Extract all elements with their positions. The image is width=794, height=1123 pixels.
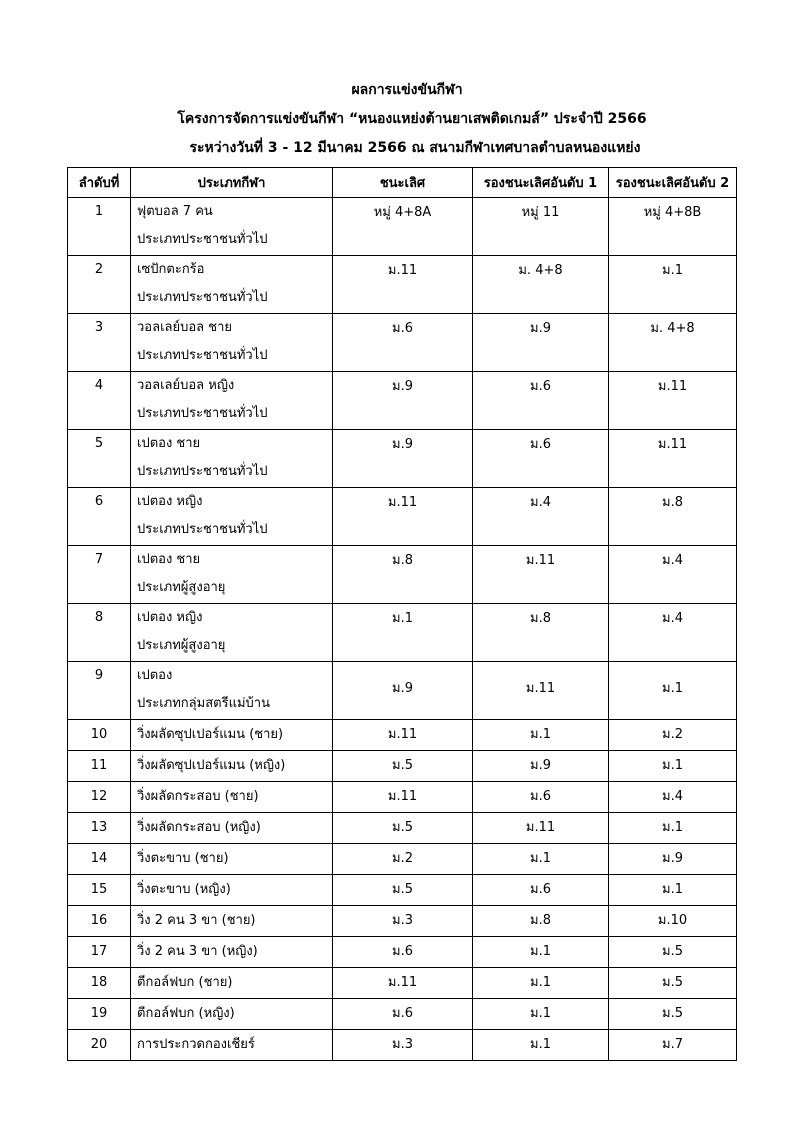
row-no: 1 (68, 198, 131, 256)
table-header-row (68, 168, 737, 198)
event-dates: ระหว่างวันที่ 3 - 12 มีนาคม 2566 ณ สนามกีฬาเทศบาลตำบลหนองแหย่ง (189, 140, 641, 156)
runner-up-1: ม.1 (473, 1030, 609, 1061)
table-body (68, 198, 737, 1061)
winner: ม.8 (333, 546, 473, 604)
runner-up-2: ม.7 (609, 1030, 737, 1061)
table-row (68, 256, 737, 314)
runner-up-2: ม.2 (609, 720, 737, 751)
winner: ม.9 (333, 372, 473, 430)
runner-up-2: ม. 4+8 (609, 314, 737, 372)
page-title: ผลการแข่งขันกีฬา (351, 82, 463, 98)
row-no: 5 (68, 430, 131, 488)
winner: ม.11 (333, 782, 473, 813)
row-no: 20 (68, 1030, 131, 1061)
runner-up-1: ม.11 (473, 813, 609, 844)
table-row (68, 372, 737, 430)
sport-name: การประกวดกองเชียร์ (131, 1030, 333, 1061)
sport-name: วิ่งผลัดซุปเปอร์แมน (หญิง) (131, 751, 333, 782)
table-row (68, 488, 737, 546)
table-row (68, 720, 737, 751)
table-row (68, 968, 737, 999)
runner-up-2: ม.1 (609, 256, 737, 314)
winner: ม.11 (333, 488, 473, 546)
winner: ม.2 (333, 844, 473, 875)
table-row (68, 430, 737, 488)
winner: ม.6 (333, 937, 473, 968)
runner-up-1: หมู่ 11 (473, 198, 609, 256)
runner-up-2: ม.8 (609, 488, 737, 546)
row-no: 15 (68, 875, 131, 906)
winner: ม.11 (333, 256, 473, 314)
col-header-winner: ชนะเลิศ (333, 168, 473, 198)
table-row (68, 937, 737, 968)
table-row (68, 198, 737, 256)
project-title: โครงการจัดการแข่งขันกีฬา “หนองแหย่งต้านยาเสพติดเกมส์” ประจำปี 2566 (177, 111, 647, 127)
runner-up-2: ม.11 (609, 372, 737, 430)
runner-up-1: ม.6 (473, 782, 609, 813)
sport-name: วิ่งตะขาบ (หญิง) (131, 875, 333, 906)
runner-up-1: ม.9 (473, 314, 609, 372)
runner-up-2: ม.1 (609, 662, 737, 720)
row-no: 2 (68, 256, 131, 314)
runner-up-2: ม.5 (609, 937, 737, 968)
results-table (67, 167, 737, 1061)
sport-name: เปตอง หญิง ประเภทผู้สูงอายุ (131, 604, 333, 662)
sport-name: ตีกอล์ฟบก (หญิง) (131, 999, 333, 1030)
row-no: 8 (68, 604, 131, 662)
row-no: 11 (68, 751, 131, 782)
runner-up-1: ม.4 (473, 488, 609, 546)
sport-name: วิ่งผลัดกระสอบ (หญิง) (131, 813, 333, 844)
sport-name: วอลเลย์บอล ชาย ประเภทประชาชนทั่วไป (131, 314, 333, 372)
runner-up-2: ม.5 (609, 968, 737, 999)
row-no: 13 (68, 813, 131, 844)
sport-name: วิ่งตะขาบ (ชาย) (131, 844, 333, 875)
runner-up-1: ม.1 (473, 937, 609, 968)
table-row (68, 999, 737, 1030)
table-row (68, 751, 737, 782)
table-row (68, 844, 737, 875)
col-header-no: ลำดับที่ (68, 168, 131, 198)
sport-name: วิ่งผลัดกระสอบ (ชาย) (131, 782, 333, 813)
runner-up-2: หมู่ 4+8B (609, 198, 737, 256)
runner-up-1: ม.11 (473, 546, 609, 604)
col-header-runner-up-2: รองชนะเลิศอันดับ 2 (609, 168, 737, 198)
sport-name: วิ่งผลัดซุปเปอร์แมน (ชาย) (131, 720, 333, 751)
row-no: 12 (68, 782, 131, 813)
sport-name: ฟุตบอล 7 คน ประเภทประชาชนทั่วไป (131, 198, 333, 256)
runner-up-2: ม.1 (609, 813, 737, 844)
runner-up-1: ม.1 (473, 968, 609, 999)
runner-up-2: ม.5 (609, 999, 737, 1030)
row-no: 7 (68, 546, 131, 604)
winner: หมู่ 4+8A (333, 198, 473, 256)
winner: ม.1 (333, 604, 473, 662)
table-row (68, 546, 737, 604)
runner-up-2: ม.10 (609, 906, 737, 937)
runner-up-2: ม.11 (609, 430, 737, 488)
sport-name: เปตอง หญิง ประเภทประชาชนทั่วไป (131, 488, 333, 546)
winner: ม.6 (333, 314, 473, 372)
runner-up-1: ม.6 (473, 875, 609, 906)
table-row (68, 1030, 737, 1061)
table-row (68, 875, 737, 906)
winner: ม.5 (333, 751, 473, 782)
winner: ม.11 (333, 720, 473, 751)
winner: ม.9 (333, 662, 473, 720)
col-header-sport: ประเภทกีฬา (131, 168, 333, 198)
runner-up-1: ม. 4+8 (473, 256, 609, 314)
sport-name: เปตอง ชาย ประเภทประชาชนทั่วไป (131, 430, 333, 488)
table-row (68, 813, 737, 844)
sport-name: เปตอง ชาย ประเภทผู้สูงอายุ (131, 546, 333, 604)
winner: ม.5 (333, 813, 473, 844)
row-no: 9 (68, 662, 131, 720)
winner: ม.11 (333, 968, 473, 999)
row-no: 19 (68, 999, 131, 1030)
sport-name: ตีกอล์ฟบก (ชาย) (131, 968, 333, 999)
table-row (68, 782, 737, 813)
sport-name: เปตอง ประเภทกลุ่มสตรีแม่บ้าน (131, 662, 333, 720)
winner: ม.6 (333, 999, 473, 1030)
runner-up-2: ม.9 (609, 844, 737, 875)
runner-up-1: ม.8 (473, 604, 609, 662)
runner-up-1: ม.9 (473, 751, 609, 782)
sport-name: วิ่ง 2 คน 3 ขา (ชาย) (131, 906, 333, 937)
col-header-runner-up-1: รองชนะเลิศอันดับ 1 (473, 168, 609, 198)
sport-name: เซปักตะกร้อ ประเภทประชาชนทั่วไป (131, 256, 333, 314)
row-no: 14 (68, 844, 131, 875)
row-no: 10 (68, 720, 131, 751)
winner: ม.9 (333, 430, 473, 488)
table-row (68, 604, 737, 662)
winner: ม.5 (333, 875, 473, 906)
sport-name: วิ่ง 2 คน 3 ขา (หญิง) (131, 937, 333, 968)
runner-up-1: ม.11 (473, 662, 609, 720)
table-row (68, 662, 737, 720)
table-row (68, 906, 737, 937)
runner-up-1: ม.8 (473, 906, 609, 937)
runner-up-2: ม.4 (609, 546, 737, 604)
row-no: 16 (68, 906, 131, 937)
runner-up-1: ม.1 (473, 999, 609, 1030)
row-no: 17 (68, 937, 131, 968)
runner-up-1: ม.1 (473, 844, 609, 875)
table-row (68, 314, 737, 372)
row-no: 18 (68, 968, 131, 999)
runner-up-2: ม.4 (609, 782, 737, 813)
runner-up-2: ม.1 (609, 875, 737, 906)
runner-up-2: ม.1 (609, 751, 737, 782)
sport-name: วอลเลย์บอล หญิง ประเภทประชาชนทั่วไป (131, 372, 333, 430)
row-no: 4 (68, 372, 131, 430)
document-header (0, 76, 794, 163)
row-no: 3 (68, 314, 131, 372)
row-no: 6 (68, 488, 131, 546)
runner-up-1: ม.1 (473, 720, 609, 751)
runner-up-1: ม.6 (473, 372, 609, 430)
runner-up-2: ม.4 (609, 604, 737, 662)
runner-up-1: ม.6 (473, 430, 609, 488)
winner: ม.3 (333, 1030, 473, 1061)
winner: ม.3 (333, 906, 473, 937)
